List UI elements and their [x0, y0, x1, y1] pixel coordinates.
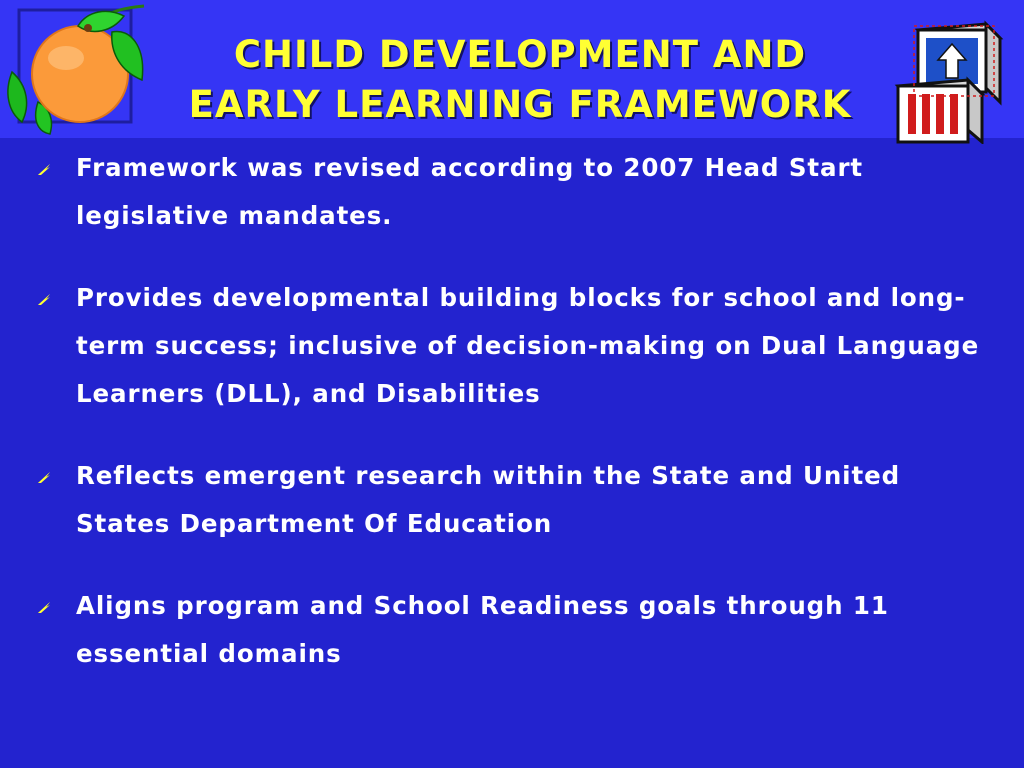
- bullet-item: [36, 144, 996, 240]
- bullet-item: [36, 452, 996, 548]
- slide-title: [120, 30, 920, 130]
- bullet-item: [36, 582, 996, 678]
- bullet-text: Aligns program and School Readiness goals through 11 essential domains: [76, 591, 889, 668]
- bullet-item: [36, 274, 996, 418]
- bullet-text: Provides developmental building blocks for school and long-term success; inclusive of decision-making on Dual Language Learners (DLL), and Disabilities: [76, 283, 980, 408]
- bullet-list: [36, 144, 996, 712]
- arrowhead-bullet-icon: [36, 469, 52, 485]
- arrowhead-bullet-icon: [36, 291, 52, 307]
- arrowhead-bullet-icon: [36, 161, 52, 177]
- arrowhead-bullet-icon: [36, 599, 52, 615]
- slide-title-line-1: CHILD DEVELOPMENT AND: [233, 33, 807, 76]
- bullet-text: Framework was revised according to 2007 Head Start legislative mandates.: [76, 153, 864, 230]
- bullet-text: Reflects emergent research within the State and United States Department Of Education: [76, 461, 901, 538]
- slide-title-line-2: EARLY LEARNING FRAMEWORK: [188, 83, 852, 126]
